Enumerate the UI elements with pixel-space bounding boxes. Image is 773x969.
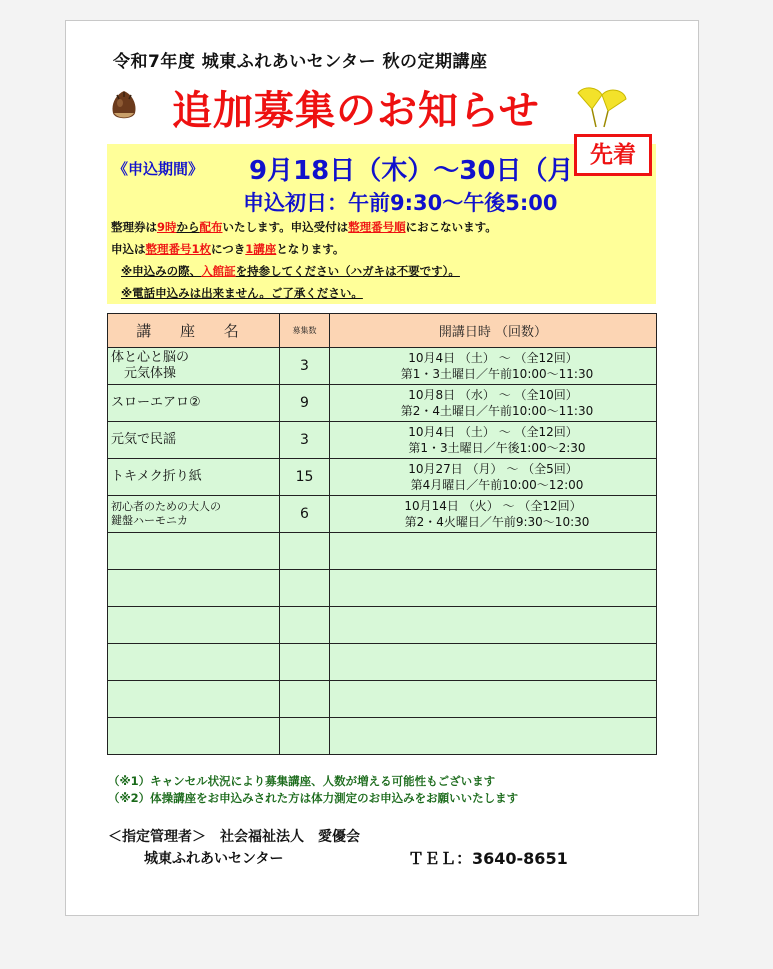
course-name: 体と心と脳の 元気体操 xyxy=(108,348,280,385)
footnote-1: （※1）キャンセル状況により募集講座、人数が増える可能性もございます xyxy=(108,774,496,788)
schedule-start: 10月4日 （土） ～ （全12回） xyxy=(408,425,578,439)
schedule-start: 10月8日 （水） ～ （全10回） xyxy=(408,388,578,402)
empty-cell xyxy=(330,718,657,755)
note-line-2 xyxy=(111,241,344,257)
course-schedule xyxy=(330,496,657,533)
table-row xyxy=(108,348,657,385)
empty-cell xyxy=(108,644,280,681)
course-name: スローエアロ② xyxy=(108,385,280,422)
note-line-1 xyxy=(111,219,497,235)
first-come-badge: 先着 xyxy=(574,134,652,176)
note-highlight: 入館証 xyxy=(201,264,236,278)
note-text: ※申込みの際、 xyxy=(121,264,202,278)
course-capacity: 9 xyxy=(280,385,330,422)
schedule-weekly: 第1・3土曜日／午前10:00～11:30 xyxy=(400,367,594,381)
course-schedule xyxy=(330,385,657,422)
empty-cell xyxy=(280,718,330,755)
empty-cell xyxy=(280,644,330,681)
empty-cell xyxy=(330,570,657,607)
empty-table-row xyxy=(108,644,657,681)
note-line-3 xyxy=(121,263,460,279)
course-schedule xyxy=(330,459,657,496)
header-schedule: 開講日時 （回数） xyxy=(330,314,657,348)
note-text: いたします。申込受付は xyxy=(222,220,349,234)
note-text: を持参してください（ハガキは不要です）。 xyxy=(235,264,460,278)
note-highlight: 配布 xyxy=(199,220,223,234)
empty-cell xyxy=(330,681,657,718)
chestnut-icon xyxy=(109,89,139,123)
course-capacity: 15 xyxy=(280,459,330,496)
flyer-title: 追加募集のお知らせ xyxy=(172,88,540,134)
flyer-subtitle: 令和7年度 城東ふれあいセンター 秋の定期講座 xyxy=(113,52,488,72)
first-day-hours: 申込初日：午前9:30～午後5:00 xyxy=(243,191,558,215)
empty-cell xyxy=(280,607,330,644)
header-course-name: 講 座 名 xyxy=(108,314,280,348)
table-row xyxy=(108,422,657,459)
schedule-weekly: 第2・4火曜日／午前9:30～10:30 xyxy=(404,515,590,529)
schedule-start: 10月27日 （月） ～ （全5回） xyxy=(408,462,578,476)
note-text: 申込は xyxy=(111,242,146,256)
course-table-body xyxy=(108,348,657,755)
flyer-page xyxy=(65,20,699,916)
empty-cell xyxy=(330,644,657,681)
empty-table-row xyxy=(108,681,657,718)
schedule-weekly: 第4月曜日／午前10:00～12:00 xyxy=(410,478,584,492)
center-name: 城東ふれあいセンター xyxy=(144,851,284,867)
period-label: 《申込期間》 xyxy=(113,160,204,178)
empty-cell xyxy=(108,570,280,607)
note-highlight: 整理番号順 xyxy=(348,220,406,234)
period-value: 9月18日（木）～30日（月 xyxy=(249,156,574,186)
schedule-start: 10月4日 （土） ～ （全12回） xyxy=(408,351,578,365)
note-text: につき xyxy=(211,242,246,256)
course-capacity: 3 xyxy=(280,422,330,459)
course-schedule xyxy=(330,348,657,385)
footnote-2: （※2）体操講座をお申込みされた方は体力測定のお申込みをお願いいたします xyxy=(108,791,519,805)
administrator: ＜指定管理者＞ 社会福祉法人 愛優会 xyxy=(108,829,360,845)
course-name: 元気で民謡 xyxy=(108,422,280,459)
empty-cell xyxy=(108,607,280,644)
empty-cell xyxy=(108,533,280,570)
table-row xyxy=(108,459,657,496)
empty-cell xyxy=(280,533,330,570)
note-highlight: 9時 xyxy=(157,220,177,234)
header-capacity: 募集数 xyxy=(280,314,330,348)
table-row xyxy=(108,385,657,422)
empty-table-row xyxy=(108,570,657,607)
empty-cell xyxy=(280,681,330,718)
note-text: 整理券は xyxy=(111,220,157,234)
note-line-4: ※電話申込みは出来ません。ご了承ください。 xyxy=(121,286,363,300)
empty-table-row xyxy=(108,607,657,644)
course-schedule xyxy=(330,422,657,459)
empty-cell xyxy=(108,681,280,718)
note-highlight: 整理番号1枚 xyxy=(145,242,212,256)
note-text: となります。 xyxy=(276,242,345,256)
course-name: 初心者のための大人の 鍵盤ハーモニカ xyxy=(108,496,280,533)
empty-cell xyxy=(108,718,280,755)
schedule-weekly: 第2・4土曜日／午前10:00～11:30 xyxy=(400,404,594,418)
schedule-start: 10月14日 （火） ～ （全12回） xyxy=(404,499,582,513)
empty-cell xyxy=(280,570,330,607)
empty-cell xyxy=(330,607,657,644)
empty-table-row xyxy=(108,533,657,570)
course-table xyxy=(107,313,657,755)
course-capacity: 6 xyxy=(280,496,330,533)
table-row xyxy=(108,496,657,533)
course-capacity: 3 xyxy=(280,348,330,385)
note-text: から xyxy=(176,220,200,234)
note-highlight: 1講座 xyxy=(245,242,277,256)
phone-number: ＴＥＬ：3640-8651 xyxy=(408,849,568,868)
empty-cell xyxy=(330,533,657,570)
course-name: トキメク折り紙 xyxy=(108,459,280,496)
table-header-row xyxy=(108,314,657,348)
ginkgo-leaf-icon xyxy=(574,83,630,131)
empty-table-row xyxy=(108,718,657,755)
schedule-weekly: 第1・3土曜日／午後1:00～2:30 xyxy=(408,441,586,455)
application-period-box xyxy=(107,144,656,304)
note-text: におこないます。 xyxy=(405,220,497,234)
